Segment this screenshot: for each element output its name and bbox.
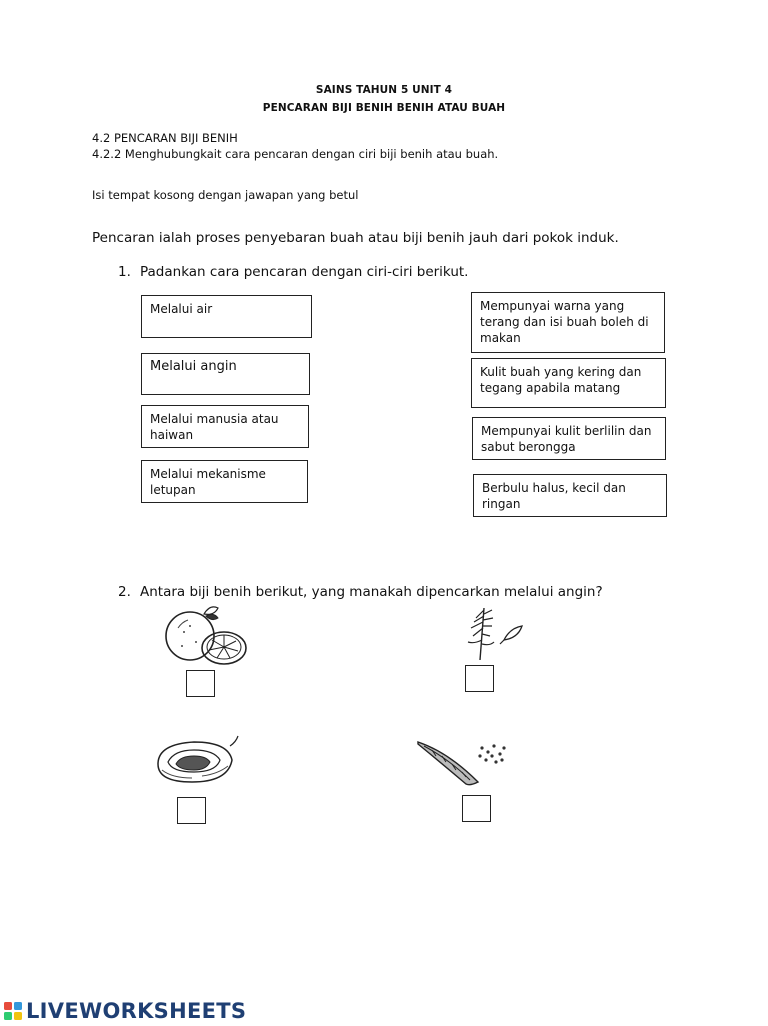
- match-right-box-1[interactable]: Mempunyai warna yang terang dan isi buah boleh di makan: [471, 292, 665, 353]
- worksheet-title-line2: PENCARAN BIJI BENIH BENIH ATAU BUAH: [262, 102, 506, 114]
- orange-image: [160, 598, 250, 668]
- logo-text: LIVEWORKSHEETS: [26, 999, 247, 1023]
- objective-description: 4.2.2 Menghubungkait cara pencaran dengan ciri biji benih atau buah.: [92, 147, 499, 161]
- question2-number: 2.: [118, 584, 131, 600]
- question1-text: Padankan cara pencaran dengan ciri-ciri berikut.: [140, 264, 469, 280]
- bean-pod-image: [414, 734, 514, 792]
- answer-checkbox-2[interactable]: [465, 665, 494, 692]
- match-left-box-2[interactable]: Melalui angin: [141, 353, 310, 395]
- answer-checkbox-3[interactable]: [177, 797, 206, 824]
- objective-code: 4.2 PENCARAN BIJI BENIH: [92, 131, 238, 145]
- lalang-image: [460, 600, 530, 662]
- match-left-box-4[interactable]: Melalui mekanisme letupan: [141, 460, 308, 503]
- definition-text: Pencaran ialah proses penyebaran buah atau biji benih jauh dari pokok induk.: [92, 230, 619, 246]
- match-right-box-2[interactable]: Kulit buah yang kering dan tegang apabila matang: [471, 358, 666, 408]
- answer-checkbox-4[interactable]: [462, 795, 491, 822]
- question2-text: Antara biji benih berikut, yang manakah dipencarkan melalui angin?: [140, 584, 603, 600]
- logo-grid-icon: [4, 1001, 22, 1021]
- question1-number: 1.: [118, 264, 131, 280]
- liveworksheets-logo[interactable]: [4, 996, 246, 1026]
- worksheet-title-line1: SAINS TAHUN 5 UNIT 4: [315, 84, 453, 96]
- match-left-box-1[interactable]: Melalui air: [141, 295, 312, 338]
- answer-checkbox-1[interactable]: [186, 670, 215, 697]
- match-right-box-4[interactable]: Berbulu halus, kecil dan ringan: [473, 474, 667, 517]
- match-right-box-3[interactable]: Mempunyai kulit berlilin dan sabut berongga: [472, 417, 666, 460]
- rubber-seed-image: [152, 730, 242, 786]
- instruction-text: Isi tempat kosong dengan jawapan yang betul: [92, 188, 359, 202]
- match-left-box-3[interactable]: Melalui manusia atau haiwan: [141, 405, 309, 448]
